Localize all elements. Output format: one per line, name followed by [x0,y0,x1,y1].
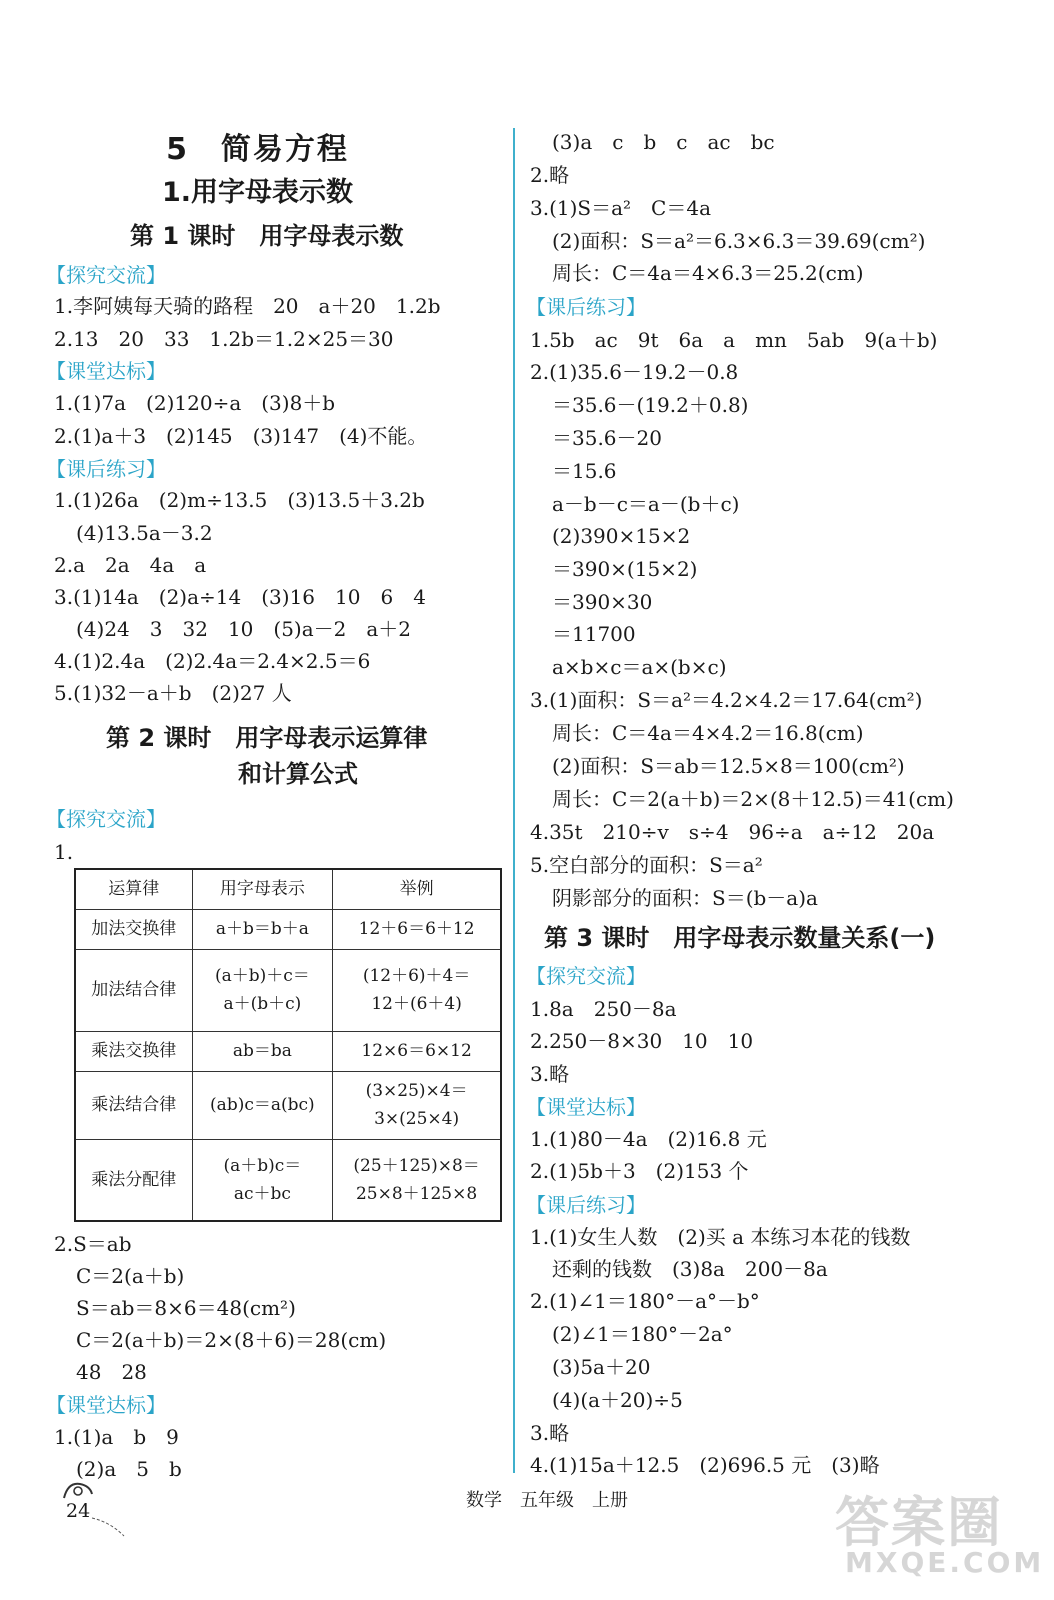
answer-line: 1. [54,840,74,864]
watermark-logo: 答案圈 [835,1491,1003,1554]
answer-line: (4)13.5a－3.2 [76,521,213,545]
answer-line: 2.(1)5b＋3 (2)153 个 [530,1159,749,1183]
table-cell: ab＝ba [192,1031,333,1071]
answer-line: 周长：C＝4a＝4×6.3＝25.2(cm) [552,261,864,285]
answer-line: 3.(1)14a (2)a÷14 (3)16 10 6 4 [54,585,426,609]
table-row [75,949,501,1031]
answer-line: 5.空白部分的面积：S＝a² [530,853,763,877]
table-cell: 乘法交换律 [75,1031,192,1071]
tag-after: 【课后练习】 [46,457,166,481]
lesson-2-title: 第 2 课时 用字母表示运算律 [106,724,428,752]
answer-line: 1.李阿姨每天骑的路程 20 a＋20 1.2b [54,294,441,318]
answer-line: 1.8a 250－8a [530,997,677,1021]
tag-after: 【课后练习】 [526,1193,646,1217]
answer-line: 周长：C＝2(a＋b)＝2×(8＋12.5)＝41(cm) [552,787,954,811]
answer-line: 5.(1)32－a＋b (2)27 人 [54,681,292,705]
answer-line: 2.13 20 33 1.2b＝1.2×25＝30 [54,327,394,351]
tag-explore: 【探究交流】 [46,807,166,831]
table-cell: 12＋6＝6＋12 [333,909,501,949]
table-cell: 加法结合律 [75,949,192,1031]
table-cell: (ab)c＝a(bc) [192,1071,333,1139]
answer-line: ＝11700 [552,622,636,646]
page-number: 24 [66,1500,91,1522]
tag-class: 【课堂达标】 [526,1095,646,1119]
answer-line: (2)∠1＝180°－2a° [552,1322,733,1346]
table-cell: (12＋6)＋4＝ 12＋(6＋4) [333,949,501,1031]
table-row [75,1031,501,1071]
answer-line: 1.(1)a b 9 [54,1425,179,1449]
answer-line: a×b×c＝a×(b×c) [552,655,727,679]
answer-line: 3.(1)面积：S＝a²＝4.2×4.2＝17.64(cm²) [530,688,923,712]
table-cell: (a＋b)＋c＝ a＋(b＋c) [192,949,333,1031]
answer-line: 2.略 [530,163,570,187]
section-title: 1.用字母表示数 [161,177,354,208]
answer-line: (4)24 3 32 10 (5)a－2 a＋2 [76,617,412,641]
table-cell: 乘法分配律 [75,1139,192,1221]
column-divider [513,128,515,1473]
answer-line: 4.(1)2.4a (2)2.4a＝2.4×2.5＝6 [54,649,371,673]
answer-line: 2.S＝ab [54,1232,132,1256]
table-row [75,1139,501,1221]
table-header: 举例 [333,869,501,909]
tag-after: 【课后练习】 [526,295,646,319]
answer-line: ＝390×(15×2) [552,557,698,581]
tag-explore: 【探究交流】 [526,964,646,988]
answer-line: 3.略 [530,1062,570,1086]
answer-line: a－b－c＝a－(b＋c) [552,492,740,516]
answer-line: 2.(1)∠1＝180°－a°－b° [530,1289,760,1313]
answer-line: 3.(1)S＝a² C＝4a [530,196,712,220]
lesson-1-title: 第 1 课时 用字母表示数 [130,222,404,250]
answer-line: 2.(1)a＋3 (2)145 (3)147 (4)不能。 [54,424,428,448]
table-cell: a＋b＝b＋a [192,909,333,949]
answer-line: (2)面积：S＝ab＝12.5×8＝100(cm²) [552,754,905,778]
answer-line: 1.(1)女生人数 (2)买 a 本练习本花的钱数 [530,1225,911,1249]
answer-line: (3)5a＋20 [552,1355,651,1379]
answer-line: (4)(a＋20)÷5 [552,1388,683,1412]
answer-line: 4.(1)15a＋12.5 (2)696.5 元 (3)略 [530,1453,880,1477]
tag-explore: 【探究交流】 [46,263,166,287]
answer-line: (2)面积：S＝a²＝6.3×6.3＝39.69(cm²) [552,229,926,253]
page-corner-curve-icon [92,1514,128,1538]
answer-line: 周长：C＝4a＝4×4.2＝16.8(cm) [552,721,864,745]
answer-line: ＝35.6－20 [552,426,662,450]
tag-class: 【课堂达标】 [46,1393,166,1417]
answer-line: (2)390×15×2 [552,524,691,548]
answer-line: 3.略 [530,1421,570,1445]
answer-line: (3)a c b c ac bc [552,130,775,154]
answer-line: 1.(1)7a (2)120÷a (3)8＋b [54,391,336,415]
table-header-row [75,869,501,909]
table-cell: (25＋125)×8＝ 25×8＋125×8 [333,1139,501,1221]
answer-line: ＝35.6－(19.2＋0.8) [552,393,749,417]
answer-line: 阴影部分的面积：S＝(b－a)a [552,886,818,910]
answer-line: 2.a 2a 4a a [54,553,207,577]
table-cell: 12×6＝6×12 [333,1031,501,1071]
answer-line: ＝15.6 [552,459,617,483]
answer-line: 还剩的钱数 (3)8a 200－8a [552,1257,828,1281]
lesson-3-title: 第 3 课时 用字母表示数量关系(一) [544,924,936,952]
table-row [75,1071,501,1139]
book-footer-title: 数学 五年级 上册 [466,1490,628,1511]
answer-line: (2)a 5 b [76,1457,182,1481]
answer-line: S＝ab＝8×6＝48(cm²) [76,1296,296,1320]
tag-class: 【课堂达标】 [46,359,166,383]
answer-line: ＝390×30 [552,590,653,614]
answer-line: 2.250－8×30 10 10 [530,1029,754,1053]
answer-line: 1.(1)80－4a (2)16.8 元 [530,1127,767,1151]
table-cell: 乘法结合律 [75,1071,192,1139]
table-header: 用字母表示 [192,869,333,909]
answer-line: 48 28 [76,1360,147,1384]
table-cell: (a＋b)c＝ ac＋bc [192,1139,333,1221]
table-row [75,909,501,949]
operation-law-table [74,868,502,1222]
table-cell: (3×25)×4＝ 3×(25×4) [333,1071,501,1139]
watermark-url: MXQE.COM [845,1546,1045,1579]
table-header: 运算律 [75,869,192,909]
answer-line: C＝2(a＋b) [76,1264,185,1288]
answer-line: 4.35t 210÷v s÷4 96÷a a÷12 20a [530,820,935,844]
table-cell: 加法交换律 [75,909,192,949]
answer-line: 1.5b ac 9t 6a a mn 5ab 9(a＋b) [530,328,938,352]
answer-line: C＝2(a＋b)＝2×(8＋6)＝28(cm) [76,1328,387,1352]
answer-line: 2.(1)35.6－19.2－0.8 [530,360,739,384]
lesson-2-title-cont: 和计算公式 [238,760,358,788]
chapter-title: 5 简易方程 [166,132,349,167]
answer-line: 1.(1)26a (2)m÷13.5 (3)13.5＋3.2b [54,488,425,512]
